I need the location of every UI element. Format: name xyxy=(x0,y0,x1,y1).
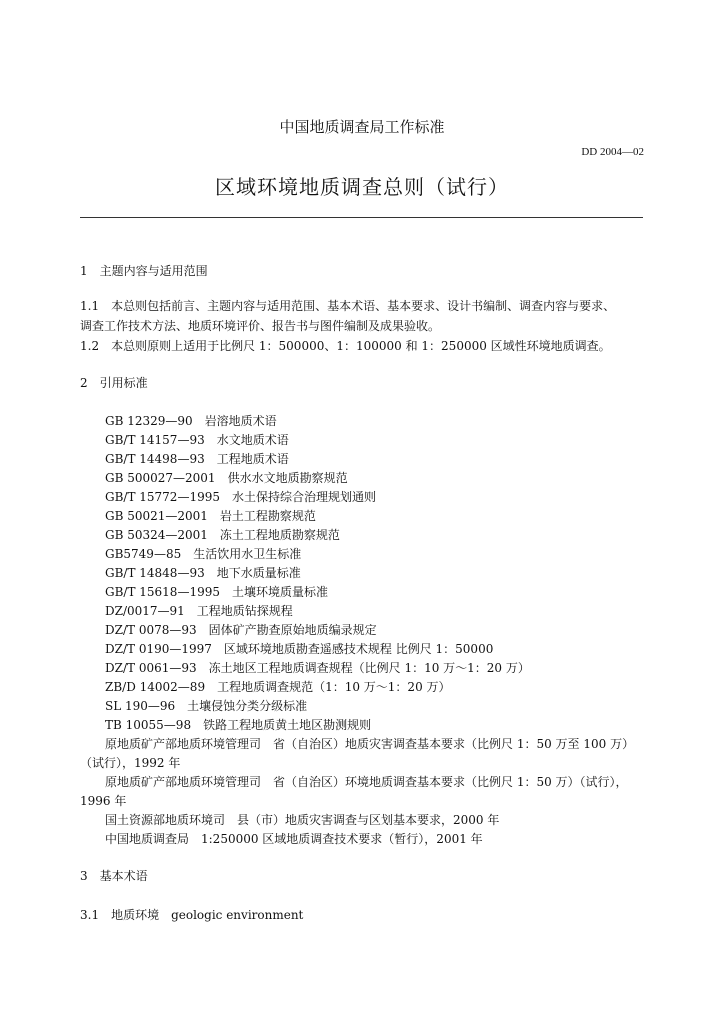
reference-item: GB 12329—90 岩溶地质术语 xyxy=(105,414,277,428)
reference-item-a-line-1: 原地质矿产部地质环境管理司 省（自治区）地质灾害调查基本要求（比例尺 1：50 万至 100 万） xyxy=(105,737,635,751)
reference-item: GB5749—85 生活饮用水卫生标准 xyxy=(105,547,302,561)
reference-item: GB/T 14157—93 水文地质术语 xyxy=(105,433,289,447)
page-title: 区域环境地质调查总则（试行） xyxy=(215,175,509,199)
document-number: DD 2004—02 xyxy=(581,146,644,158)
section-3-heading: 3 基本术语 xyxy=(80,869,148,883)
reference-item: GB 50324—2001 冻土工程地质勘察规范 xyxy=(105,528,340,542)
reference-item: DZ/T 0078—93 固体矿产勘查原始地质编录规定 xyxy=(105,623,377,637)
paragraph-1-2: 1.2 本总则原则上适用于比例尺 1：500000、1：100000 和 1：250000 区域性环境地质调查。 xyxy=(80,339,611,353)
reference-item-b-line-2: 1996 年 xyxy=(80,794,127,808)
reference-item: SL 190—96 土壤侵蚀分类分级标准 xyxy=(105,699,308,713)
reference-item: GB/T 15618—1995 土壤环境质量标准 xyxy=(105,585,328,599)
reference-item: GB 50021—2001 岩土工程勘察规范 xyxy=(105,509,316,523)
reference-item-b-line-1: 原地质矿产部地质环境管理司 省（自治区）环境地质调查基本要求（比例尺 1：50 万）（试行）， xyxy=(105,775,628,789)
reference-item-c: 国土资源部地质环境司 县（市）地质灾害调查与区划基本要求，2000 年 xyxy=(105,813,500,827)
issuer-title: 中国地质调查局工作标准 xyxy=(279,118,445,136)
reference-item: ZB/D 14002—89 工程地质调查规范（1：10 万～1：20 万） xyxy=(105,680,451,694)
reference-item-d: 中国地质调查局 1:250000 区域地质调查技术要求（暂行），2001 年 xyxy=(105,832,483,846)
reference-item: DZ/0017—91 工程地质钻探规程 xyxy=(105,604,293,618)
reference-item: GB/T 14848—93 地下水质量标准 xyxy=(105,566,301,580)
reference-item-a-line-2: （试行），1992 年 xyxy=(80,756,181,770)
reference-item: GB 500027—2001 供水水文地质勘察规范 xyxy=(105,471,348,485)
reference-item: GB/T 15772—1995 水土保持综合治理规划通则 xyxy=(105,490,376,504)
paragraph-1-1-line-1: 1.1 本总则包括前言、主题内容与适用范围、基本术语、基本要求、设计书编制、调查内容与要求、 xyxy=(80,299,616,313)
reference-item: DZ/T 0061—93 冻土地区工程地质调查规程（比例尺 1：10 万～1：20 万） xyxy=(105,661,530,675)
reference-item: DZ/T 0190—1997 区域环境地质勘查遥感技术规程 比例尺 1：50000 xyxy=(105,642,494,656)
section-2-heading: 2 引用标准 xyxy=(80,376,148,390)
paragraph-1-1-line-2: 调查工作技术方法、地质环境评价、报告书与图件编制及成果验收。 xyxy=(80,319,441,333)
section-1-heading: 1 主题内容与适用范围 xyxy=(80,264,208,278)
title-divider xyxy=(80,217,643,218)
reference-item: TB 10055—98 铁路工程地质黄土地区勘测规则 xyxy=(105,718,372,732)
reference-item: GB/T 14498—93 工程地质术语 xyxy=(105,452,289,466)
term-3-1: 3.1 地质环境 geologic environment xyxy=(80,908,304,922)
